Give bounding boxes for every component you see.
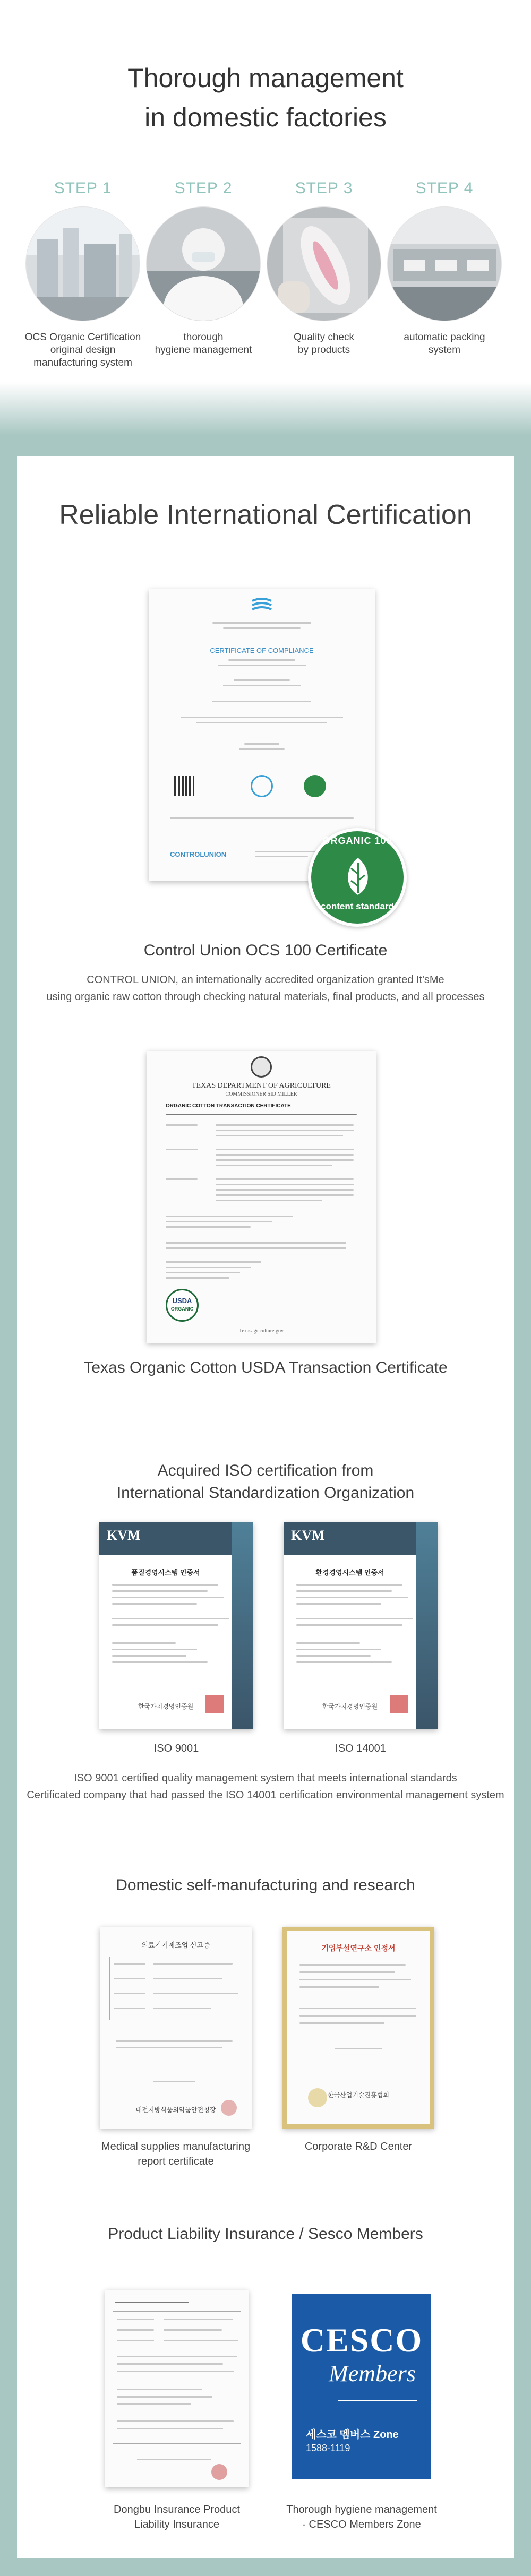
step-1-label: STEP 1 [54,179,112,197]
gold-seal-icon [308,2088,327,2107]
iso-14001-certificate-image [284,1522,438,1729]
iso-9001-doc-footer: 한국가치경영인증원 [138,1703,194,1710]
step-1-caption: OCS Organic Certification original design manufacturing system [24,332,141,368]
control-union-logo-icon [251,597,272,613]
usda-doc-heading-1: TEXAS DEPARTMENT OF AGRICULTURE [192,1082,331,1090]
usda-seal-label: USDA [172,1297,192,1305]
medical-doc-footer: 대전지방식품의약품안전청장 [135,2106,216,2114]
manufacturing-title: Domestic self-manufacturing and research [116,1876,415,1894]
organic-100-badge [308,828,407,927]
page-title: Thorough management in domestic factories [127,63,404,132]
organic-seal-label: ORGANIC [170,1306,194,1312]
liability-insurance-certificate-image [105,2290,249,2487]
red-stamp-icon [390,1695,408,1713]
step-3-caption: Quality check by products [293,332,355,356]
ocs-doc-heading: CERTIFICATE OF COMPLIANCE [210,647,314,654]
medical-manufacturing-certificate-image [100,1927,252,2129]
cesco-members-label: Members [329,2360,416,2387]
step-1-photo [26,207,140,321]
red-stamp-icon [211,2464,227,2480]
red-stamp-icon [221,2100,237,2116]
step-2-photo [147,207,260,321]
iso-14001-doc-heading: 환경경영시스템 인증서 [315,1569,384,1576]
step-4-caption: automatic packing system [404,332,485,356]
step-2-label: STEP 2 [174,179,233,197]
insurance-title: Product Liability Insurance / Sesco Members [108,2225,423,2243]
usda-doc-footer: Texasagriculture.gov [239,1328,284,1334]
iso-desc-line-1: ISO 9001 certified quality management system that meets international standards [74,1772,457,1784]
cesco-phone: 1588-1119 [306,2443,350,2453]
step-4-photo [388,207,501,321]
iso-9001-label: ISO 9001 [153,1743,199,1754]
iso-9001-certificate-image [99,1522,253,1729]
organic-seal-icon [304,775,326,797]
ocs-desc-line-2: using organic raw cotton through checking natural materials, final products, and all processes [46,991,485,1003]
usda-caption: Texas Organic Cotton USDA Transaction Certificate [83,1359,448,1376]
leaf-icon [339,855,376,898]
step-3-label: STEP 3 [295,179,353,197]
iso-14001-label: ISO 14001 [335,1743,386,1754]
usda-certificate-image [147,1051,376,1343]
medical-manufacturing-label: Medical supplies manufacturing report certificate [101,2141,251,2167]
cesco-members-zone-label: Thorough hygiene management - CESCO Members Zone [286,2504,437,2530]
badge-text-bottom: content standard [321,901,394,911]
control-union-footer-logo: CONTROLUNION [170,850,227,858]
iso-title-line-2: International Standardization Organization [116,1484,415,1502]
cesco-members-sign [292,2294,431,2479]
certification-title: Reliable International Certification [59,499,472,530]
step-4-label: STEP 4 [415,179,474,197]
liability-insurance-label: Dongbu Insurance Product Liability Insurance [114,2504,240,2530]
iso-9001-doc-heading: 품질경영시스템 인증서 [131,1569,200,1576]
texas-seal-icon [251,1056,272,1078]
qr-code-icon [174,776,194,796]
iso-14001-doc-footer: 한국가치경영인증원 [322,1703,378,1710]
usda-organic-seal-icon [166,1289,199,1322]
rnd-doc-footer: 한국산업기술진흥협회 [328,2091,389,2099]
step-2-caption: thorough hygiene management [155,332,252,356]
red-stamp-icon [205,1695,224,1713]
cesco-title: CESCO [300,2321,423,2359]
ocs-desc-line-1: CONTROL UNION, an internationally accredited organization granted It'sMe [87,974,444,986]
usda-doc-heading-2: COMMISSIONER SID MILLER [225,1091,297,1097]
rnd-doc-heading: 기업부설연구소 인정서 [321,1944,396,1952]
iso-desc-line-2: Certificated company that had passed the ISO 14001 certification environmental management system [27,1789,504,1801]
cesco-zone-label: 세스코 멤버스 Zone [306,2429,399,2441]
usda-doc-subheading: ORGANIC COTTON TRANSACTION CERTIFICATE [166,1103,291,1109]
medical-doc-heading: 의료기기제조업 신고증 [141,1941,210,1949]
kvm-logo-2: KVM [291,1528,325,1543]
kvm-logo-1: KVM [107,1528,141,1543]
badge-text-top: ORGANIC 100 [322,835,392,846]
certification-card [17,456,514,2558]
iso-title-line-1: Acquired ISO certification from [157,1462,374,1479]
rnd-center-certificate-image [282,1927,434,2129]
ocs-caption: Control Union OCS 100 Certificate [143,942,388,959]
rnd-center-label: Corporate R&D Center [304,2141,413,2152]
step-3-photo [267,207,381,321]
ocs-seal-icon [251,775,273,797]
